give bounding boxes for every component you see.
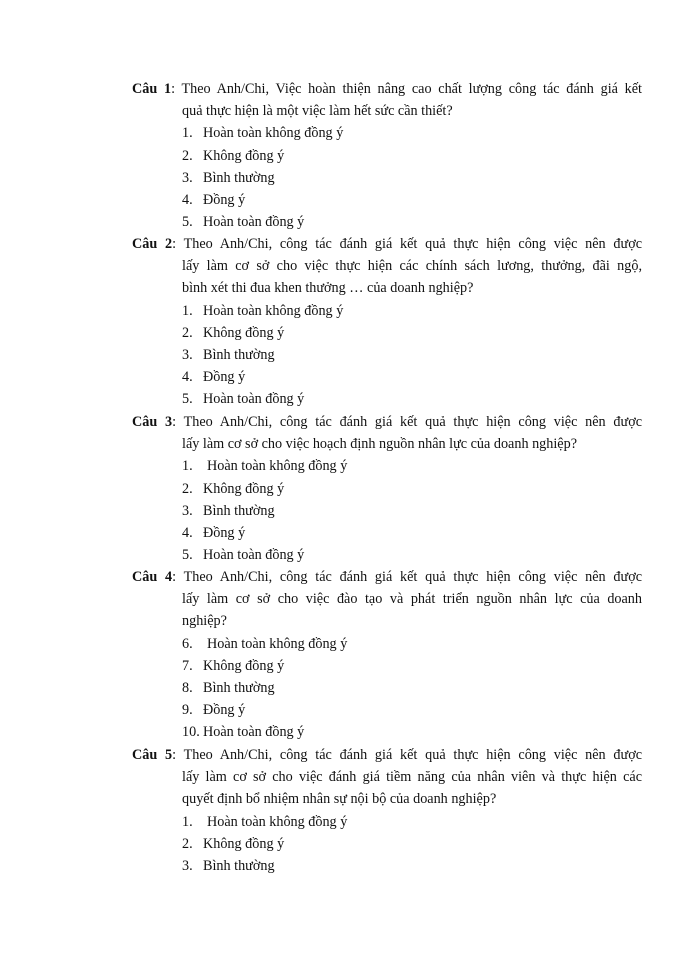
option-text: Hoàn toàn không đồng ý	[203, 125, 344, 142]
option-number: 7.	[182, 657, 193, 674]
question-2-label: Câu 2	[132, 236, 173, 252]
question-1-line-1: Câu 1: Theo Anh/Chi, Việc hoàn thiện nâng cao chất lượng công tác đánh giá kết	[132, 81, 642, 97]
question-1-option-1	[132, 122, 642, 144]
option-text: Hoàn toàn đồng ý	[203, 724, 305, 741]
question-5-option-1	[132, 811, 642, 833]
question-2-line-1: Câu 2: Theo Anh/Chi, công tác đánh giá kết quả thực hiện công việc nên được	[132, 236, 643, 252]
question-5-line-3: quyết định bổ nhiệm nhân sự nội bộ của doanh nghiệp?	[182, 791, 497, 808]
option-text: Hoàn toàn không đồng ý	[207, 458, 348, 475]
option-text: Đồng ý	[203, 191, 246, 208]
question-4-text-1: Theo Anh/Chi, công tác đánh giá kết quả thực hiện công việc nên được	[183, 569, 643, 585]
option-text: Đồng ý	[203, 369, 246, 386]
question-2-option-2	[132, 322, 642, 344]
question-3-line-1: Câu 3: Theo Anh/Chi, công tác đánh giá kết quả thực hiện công việc nên được	[132, 414, 643, 430]
option-text: Bình thường	[203, 169, 275, 186]
question-5	[132, 744, 642, 877]
option-number: 2.	[182, 480, 193, 497]
question-3-text-1: Theo Anh/Chi, công tác đánh giá kết quả thực hiện công việc nên được	[183, 414, 643, 430]
option-number: 1.	[182, 458, 193, 475]
question-3	[132, 411, 642, 566]
question-4-option-4	[132, 699, 642, 721]
question-1-option-3	[132, 167, 642, 189]
option-text: Bình thường	[203, 502, 275, 519]
option-number: 5.	[182, 391, 193, 408]
option-text: Không đồng ý	[203, 324, 285, 341]
option-text: Bình thường	[203, 346, 275, 363]
question-3-option-3	[132, 500, 642, 522]
question-4-option-1	[132, 633, 642, 655]
question-4-option-2	[132, 655, 642, 677]
option-text: Không đồng ý	[203, 147, 285, 164]
option-text: Đồng ý	[203, 524, 246, 541]
question-1-option-2	[132, 145, 642, 167]
question-3-option-4	[132, 522, 642, 544]
option-text: Không đồng ý	[203, 657, 285, 674]
option-text: Đồng ý	[203, 702, 246, 719]
option-number: 2.	[182, 147, 193, 164]
question-5-option-3	[132, 855, 642, 877]
option-number: 8.	[182, 679, 193, 696]
question-1-option-5	[132, 211, 642, 233]
question-1-text-1: Theo Anh/Chi, Việc hoàn thiện nâng cao chất lượng công tác đánh giá kết	[181, 81, 642, 97]
option-number: 6.	[182, 635, 193, 652]
option-text: Bình thường	[203, 679, 275, 696]
question-2-line-3: bình xét thi đua khen thưởng … của doanh nghiệp?	[182, 280, 474, 297]
option-number: 4.	[182, 191, 193, 208]
option-text: Hoàn toàn không đồng ý	[207, 635, 348, 652]
question-1-label: Câu 1	[132, 81, 172, 97]
option-text: Hoàn toàn không đồng ý	[207, 813, 348, 830]
question-2-option-1	[132, 300, 642, 322]
option-number: 5.	[182, 547, 193, 564]
option-text: Hoàn toàn đồng ý	[203, 547, 305, 564]
option-number: 2.	[182, 835, 193, 852]
question-5-line-2: lấy làm cơ sở cho việc đánh giá tiềm năng của nhân viên và thực hiện các	[182, 769, 642, 786]
question-4	[132, 566, 642, 744]
option-number: 4.	[182, 369, 193, 386]
option-number: 3.	[182, 857, 193, 874]
option-text: Không đồng ý	[203, 835, 285, 852]
option-text: Hoàn toàn đồng ý	[203, 391, 305, 408]
question-3-label: Câu 3	[132, 414, 173, 430]
question-1	[132, 78, 642, 233]
question-3-line-2: lấy làm cơ sở cho việc hoạch định nguồn nhân lực của doanh nghiệp?	[182, 436, 577, 453]
option-number: 3.	[182, 502, 193, 519]
question-2-option-4	[132, 366, 642, 388]
question-2-line-2: lấy làm cơ sở cho việc thực hiện các chính sách lương, thưởng, đãi ngộ,	[182, 258, 642, 275]
option-number: 1.	[182, 125, 193, 142]
question-4-line-3: nghiệp?	[182, 613, 227, 630]
question-3-option-1	[132, 455, 642, 477]
question-1-line-2: quả thực hiện là một việc làm hết sức cần thiết?	[182, 103, 453, 120]
option-number: 1.	[182, 302, 193, 319]
question-3-option-5	[132, 544, 642, 566]
question-5-option-2	[132, 833, 642, 855]
question-4-option-5	[132, 721, 642, 743]
option-number: 3.	[182, 169, 193, 186]
question-2-option-5	[132, 388, 642, 410]
option-text: Hoàn toàn không đồng ý	[203, 302, 344, 319]
option-text: Không đồng ý	[203, 480, 285, 497]
option-number: 3.	[182, 346, 193, 363]
question-3-option-2	[132, 478, 642, 500]
question-4-option-3	[132, 677, 642, 699]
question-1-option-4	[132, 189, 642, 211]
option-text: Hoàn toàn đồng ý	[203, 214, 305, 231]
option-number: 5.	[182, 214, 193, 231]
option-number: 1.	[182, 813, 193, 830]
question-2-text-1: Theo Anh/Chi, công tác đánh giá kết quả thực hiện công việc nên được	[183, 236, 643, 252]
question-4-line-2: lấy làm cơ sở cho việc đào tạo và phát triển nguồn nhân lực của doanh	[182, 591, 642, 608]
question-5-label: Câu 5	[132, 747, 173, 763]
option-number: 10.	[182, 724, 200, 741]
option-number: 2.	[182, 324, 193, 341]
option-number: 9.	[182, 702, 193, 719]
option-number: 4.	[182, 524, 193, 541]
question-5-line-1: Câu 5: Theo Anh/Chi, công tác đánh giá kết quả thực hiện công việc nên được	[132, 747, 643, 763]
question-4-label: Câu 4	[132, 569, 173, 585]
question-2	[132, 233, 642, 411]
question-4-line-1: Câu 4: Theo Anh/Chi, công tác đánh giá kết quả thực hiện công việc nên được	[132, 569, 643, 585]
question-2-option-3	[132, 344, 642, 366]
question-5-text-1: Theo Anh/Chi, công tác đánh giá kết quả thực hiện công việc nên được	[183, 747, 643, 763]
option-text: Bình thường	[203, 857, 275, 874]
